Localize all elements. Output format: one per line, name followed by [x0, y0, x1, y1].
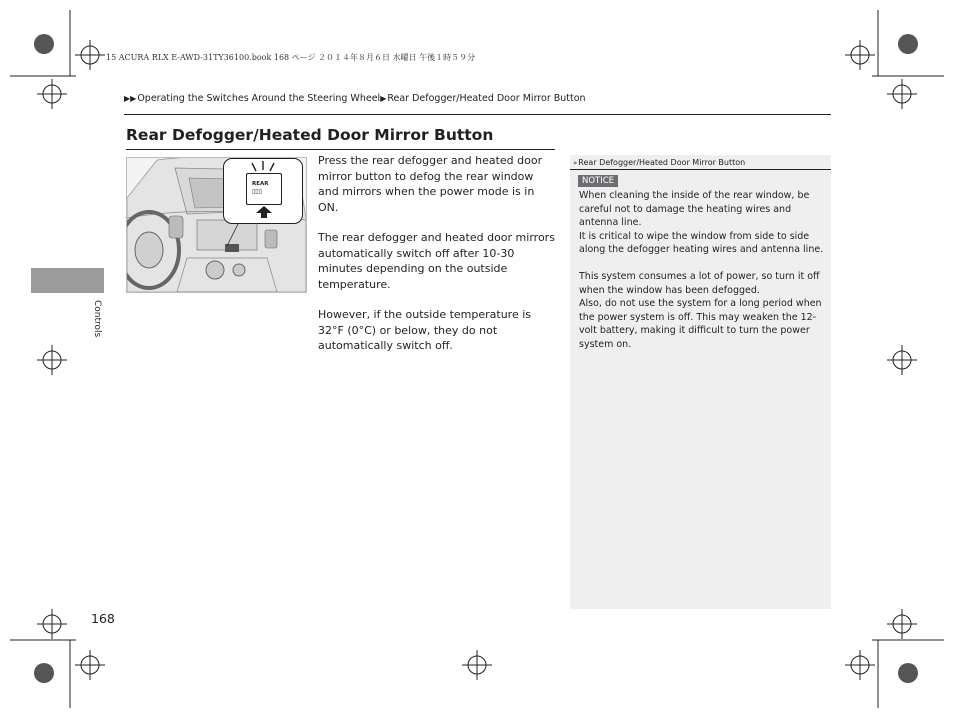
- page-number: 168: [91, 611, 115, 626]
- section-tab[interactable]: [31, 268, 104, 293]
- title-rule: [126, 149, 555, 150]
- print-header: 15 ACURA RLX E-AWD-31TY36100.book 168 ページ ２０１４年８月６日 水曜日 午後１時５９分: [106, 53, 476, 62]
- button-callout: [223, 158, 303, 224]
- sidebar-heading: [570, 155, 831, 170]
- sidebar-heading-mark: »: [573, 159, 578, 167]
- breadcrumb-current: Rear Defogger/Heated Door Mirror Button: [387, 93, 586, 104]
- breadcrumb-arrow: ▶▶: [124, 94, 137, 103]
- body-paragraph: The rear defogger and heated door mirrors automatically switch off after 10-30 minutes depending on the outside temperature.: [318, 231, 555, 291]
- defogger-button-graphic: [246, 173, 282, 205]
- breadcrumb-link-switches[interactable]: Operating the Switches Around the Steering Wheel: [137, 93, 381, 104]
- indicator-light-icon: [248, 161, 278, 173]
- notice-paragraph: When cleaning the inside of the rear window, be careful not to damage the heating wires and antenna line.: [579, 190, 810, 228]
- button-label: REAR: [252, 181, 269, 187]
- body-paragraph: However, if the outside temperature is 32°F (0°C) or below, they do not automatically switch off.: [318, 308, 532, 352]
- page-title: Rear Defogger/Heated Door Mirror Button: [126, 126, 494, 144]
- button-symbol: ▯▯▯: [252, 188, 262, 195]
- sidebar-paragraph: Also, do not use the system for a long period when the power system is off. This may weaken the 12-volt battery, making it difficult to turn the power system on.: [579, 298, 822, 350]
- header-rule: [124, 114, 831, 115]
- sidebar-paragraph: This system consumes a lot of power, so turn it off when the window has been defogged.: [579, 271, 820, 296]
- press-arrow-icon: [252, 205, 276, 219]
- breadcrumb-separator: ▶: [380, 94, 387, 103]
- breadcrumb: [124, 93, 586, 104]
- dashboard-illustration: [126, 157, 307, 293]
- notice-paragraph: It is critical to wipe the window from side to side along the defogger heating wires and antenna line.: [579, 230, 824, 255]
- sidebar-heading-text: Rear Defogger/Heated Door Mirror Button: [578, 158, 746, 167]
- body-text: [318, 153, 556, 369]
- sidebar-text: [579, 189, 827, 351]
- body-paragraph: Press the rear defogger and heated door mirror button to defog the rear window and mirrors when the power mode is in ON.: [318, 154, 543, 214]
- section-tab-label: Controls: [92, 300, 102, 338]
- notice-badge: NOTICE: [578, 175, 618, 187]
